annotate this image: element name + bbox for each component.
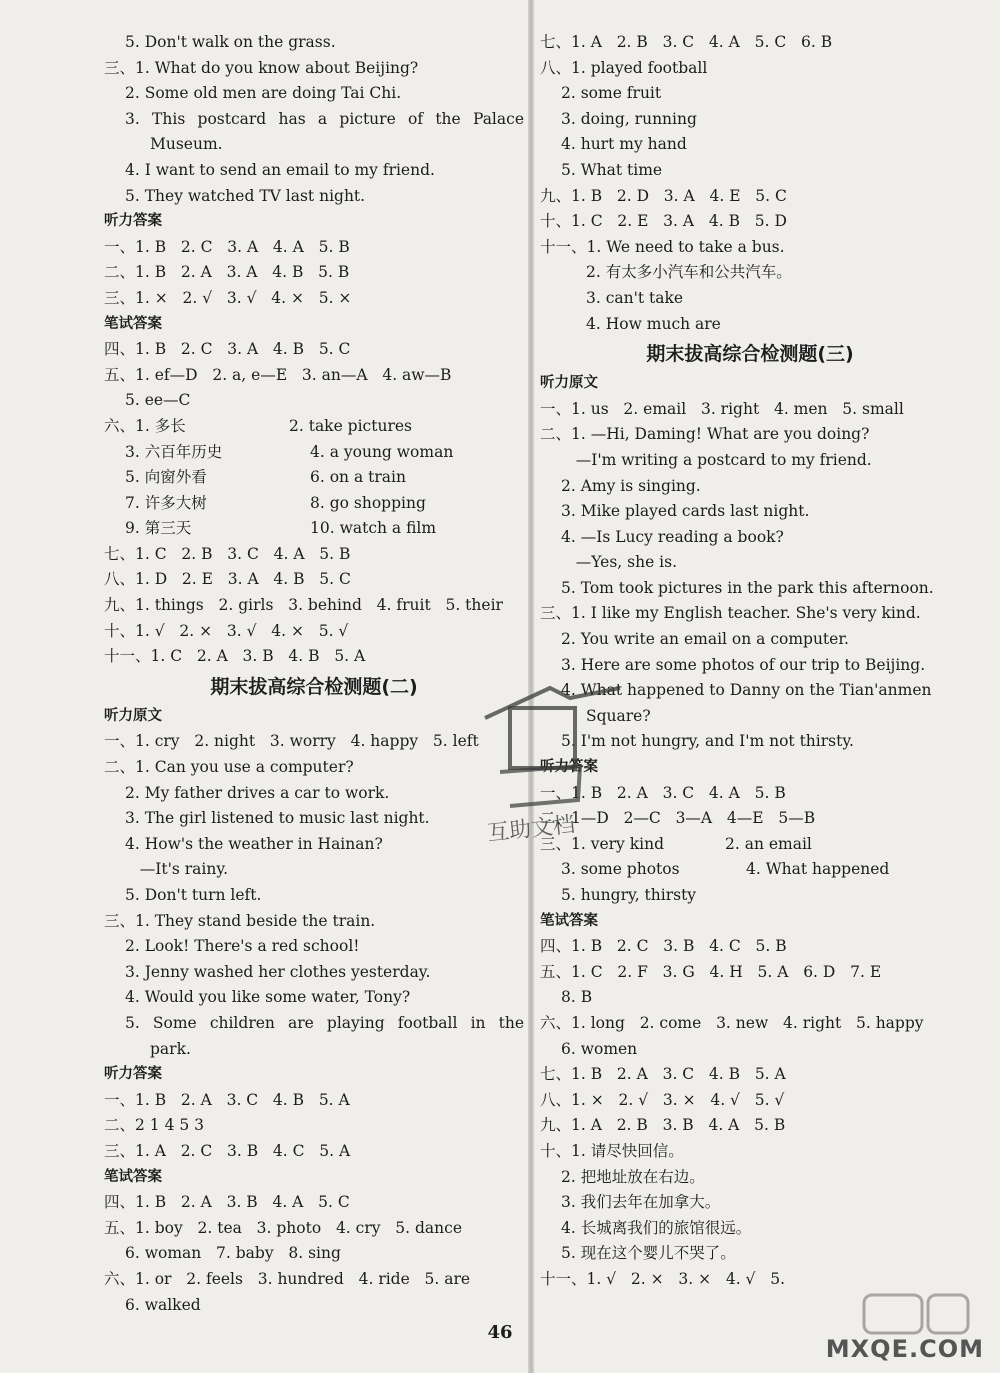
answer-line: Square? [586, 706, 651, 725]
page-number: 46 [487, 1322, 513, 1343]
answer-line: 2. Look! There's a red school! [125, 937, 360, 956]
answer-line: 2. My father drives a car to work. [125, 783, 390, 802]
answer-line: 5. Don't walk on the grass. [125, 33, 336, 51]
answer-line: 二、1. Can you use a computer? [104, 758, 354, 777]
answer-item: 10. watch a film [310, 519, 437, 538]
answer-line: 4. hurt my hand [561, 135, 687, 154]
answer-line: 六、1. or 2. feels 3. hundred 4. ride 5. are [104, 1269, 471, 1288]
answer-item: 2. an email [725, 834, 812, 853]
answer-line: 2. You write an email on a computer. [561, 630, 849, 649]
answer-item: 8. go shopping [310, 493, 426, 512]
answer-line: 一、1. B 2. A 3. C 4. A 5. B [540, 783, 786, 802]
answer-line: 三、1. A 2. C 3. B 4. C 5. A [104, 1141, 351, 1160]
answer-line: 九、1. A 2. B 3. B 4. A 5. B [540, 1116, 786, 1135]
answer-line: 五、1. C 2. F 3. G 4. H 5. A 6. D 7. E [540, 962, 882, 981]
answer-line: —Yes, she is. [561, 553, 678, 572]
section-heading: 听力答案 [540, 759, 598, 776]
answer-pair-row [104, 440, 524, 466]
answer-line: 4. What happened to Danny on the Tian'anmen [561, 681, 932, 700]
answer-line: 3. Jenny washed her clothes yesterday. [125, 962, 431, 981]
answer-line: 八、1. × 2. √ 3. × 4. √ 5. √ [540, 1090, 785, 1109]
answer-line: 十、1. C 2. E 3. A 4. B 5. D [540, 212, 787, 231]
answer-line: 十一、1. We need to take a bus. [540, 237, 785, 256]
answer-line: 四、1. B 2. A 3. B 4. A 5. C [104, 1193, 350, 1212]
answer-line: 十、1. 请尽快回信。 [540, 1141, 684, 1160]
answer-line: 十、1. √ 2. × 3. √ 4. × 5. √ [104, 621, 349, 640]
answer-item: 六、1. 多长 [104, 416, 186, 435]
answer-line: 五、1. ef—D 2. a, e—E 3. an—A 4. aw—B [104, 365, 452, 384]
test-title: 期末拔高综合检测题(三) [646, 343, 854, 366]
answer-line: 一、1. B 2. C 3. A 4. A 5. B [104, 237, 350, 256]
answer-line: 十一、1. √ 2. × 3. × 4. √ 5. [540, 1269, 786, 1288]
answer-line: 2. some fruit [561, 84, 662, 103]
answer-item: 7. 许多大树 [125, 493, 207, 512]
answer-line: 4. How's the weather in Hainan? [125, 834, 383, 853]
answer-item: 三、1. very kind [540, 834, 664, 853]
section-heading: 听力答案 [104, 1066, 162, 1083]
answer-line: 二、1. —Hi, Daming! What are you doing? [540, 425, 870, 444]
answer-line: 6. woman 7. baby 8. sing [125, 1244, 341, 1263]
answer-line: 5. Tom took pictures in the park this afternoon. [561, 578, 934, 597]
answer-line: 5. 现在这个婴儿不哭了。 [561, 1244, 736, 1263]
answer-line: 2. 有太多小汽车和公共汽车。 [586, 263, 792, 282]
answer-line: 3. This postcard has a picture of the Palace [125, 109, 524, 128]
answer-line: 三、1. What do you know about Beijing? [104, 58, 419, 77]
answer-line: —I'm writing a postcard to my friend. [561, 450, 872, 469]
answer-line: 3. Mike played cards last night. [561, 502, 810, 521]
answer-line: 十一、1. C 2. A 3. B 4. B 5. A [104, 647, 366, 666]
answer-line: 二、1. B 2. A 3. A 4. B 5. B [104, 263, 350, 282]
answer-line: 九、1. things 2. girls 3. behind 4. fruit 5. their [104, 596, 503, 615]
answer-line: 4. I want to send an email to my friend. [125, 160, 435, 179]
answer-line: 三、1. × 2. √ 3. √ 4. × 5. × [104, 288, 352, 307]
stamp-text: 互助文档 [486, 812, 577, 847]
answer-line: 2. Amy is singing. [561, 476, 701, 495]
section-heading: 笔试答案 [104, 315, 162, 332]
answer-item: 3. 六百年历史 [125, 442, 223, 461]
answer-item: 6. on a train [310, 468, 406, 487]
answer-line: 4. —Is Lucy reading a book? [561, 527, 784, 546]
answer-line: 八、1. D 2. E 3. A 4. B 5. C [104, 570, 351, 589]
answer-line: 二、2 1 4 5 3 [104, 1116, 205, 1135]
section-heading: 笔试答案 [540, 912, 598, 929]
answer-line: 三、1. They stand beside the train. [104, 911, 376, 930]
answer-line: 八、1. played football [540, 58, 708, 77]
watermark-text: MXQE.COM [825, 1335, 984, 1363]
answer-line: 一、1. B 2. A 3. C 4. B 5. A [104, 1090, 350, 1109]
answer-line: 五、1. boy 2. tea 3. photo 4. cry 5. dance [104, 1218, 462, 1237]
answer-line: park. [150, 1039, 191, 1058]
answer-line: 5. They watched TV last night. [125, 186, 366, 205]
left-column [104, 30, 524, 1318]
answer-line: —It's rainy. [125, 860, 228, 879]
answer-line: 4. How much are [586, 314, 721, 333]
answer-line: 5. hungry, thirsty [561, 886, 697, 904]
answer-line: 一、1. cry 2. night 3. worry 4. happy 5. left [104, 732, 479, 751]
section-heading: 听力原文 [104, 707, 162, 724]
answer-item: 9. 第三天 [125, 519, 192, 538]
answer-line: 七、1. C 2. B 3. C 4. A 5. B [104, 544, 351, 563]
answer-item: 2. take pictures [289, 416, 412, 435]
section-heading: 听力答案 [104, 213, 162, 230]
answer-line: 3. can't take [586, 288, 684, 307]
answer-line: 2. Some old men are doing Tai Chi. [125, 84, 402, 103]
answer-line: 三、1. I like my English teacher. She's very kind. [540, 604, 921, 623]
answer-line: 5. What time [561, 160, 663, 179]
answer-line: 六、1. long 2. come 3. new 4. right 5. happy [540, 1013, 924, 1032]
answer-line: 5. Some children are playing football in the [125, 1013, 524, 1032]
section-heading: 听力原文 [540, 375, 598, 392]
answer-line: 5. ee—C [125, 391, 191, 410]
answer-pair-row [104, 414, 524, 440]
answer-line: 4. Would you like some water, Tony? [125, 988, 411, 1007]
test-title: 期末拔高综合检测题(二) [210, 675, 418, 698]
answer-pair-row [104, 516, 524, 542]
answer-item: 5. 向窗外看 [125, 468, 207, 487]
answer-pair-row [540, 857, 960, 883]
answer-pair-row [104, 491, 524, 517]
answer-line: 七、1. B 2. A 3. C 4. B 5. A [540, 1065, 786, 1084]
answer-item: 3. some photos [561, 860, 680, 879]
answer-line: 二、1—D 2—C 3—A 4—E 5—B [540, 809, 816, 828]
answer-line: Museum. [150, 135, 223, 154]
answer-line: 8. B [561, 988, 593, 1007]
answer-line: 6. women [561, 1039, 638, 1058]
answer-line: 3. Here are some photos of our trip to Beijing. [561, 655, 926, 674]
answer-line: 四、1. B 2. C 3. B 4. C 5. B [540, 937, 787, 956]
answer-line: 3. The girl listened to music last night. [125, 809, 430, 828]
answer-line: 5. I'm not hungry, and I'm not thirsty. [561, 732, 854, 751]
answer-line: 一、1. us 2. email 3. right 4. men 5. small [540, 399, 904, 418]
answer-line: 九、1. B 2. D 3. A 4. E 5. C [540, 186, 787, 205]
answer-line: 七、1. A 2. B 3. C 4. A 5. C 6. B [540, 33, 833, 51]
answer-pair-row [104, 465, 524, 491]
answer-line: 5. Don't turn left. [125, 886, 262, 904]
answer-line: 6. walked [125, 1295, 201, 1314]
answer-line: 3. 我们去年在加拿大。 [561, 1193, 721, 1212]
answer-line: 2. 把地址放在右边。 [561, 1167, 705, 1186]
right-column [540, 30, 960, 1293]
answer-line: 四、1. B 2. C 3. A 4. B 5. C [104, 340, 351, 359]
answer-item: 4. What happened [746, 860, 890, 879]
answer-line: 3. doing, running [561, 109, 697, 128]
answer-item: 4. a young woman [310, 442, 454, 461]
answer-line: 4. 长城离我们的旅馆很远。 [561, 1218, 752, 1237]
section-heading: 笔试答案 [104, 1168, 162, 1185]
